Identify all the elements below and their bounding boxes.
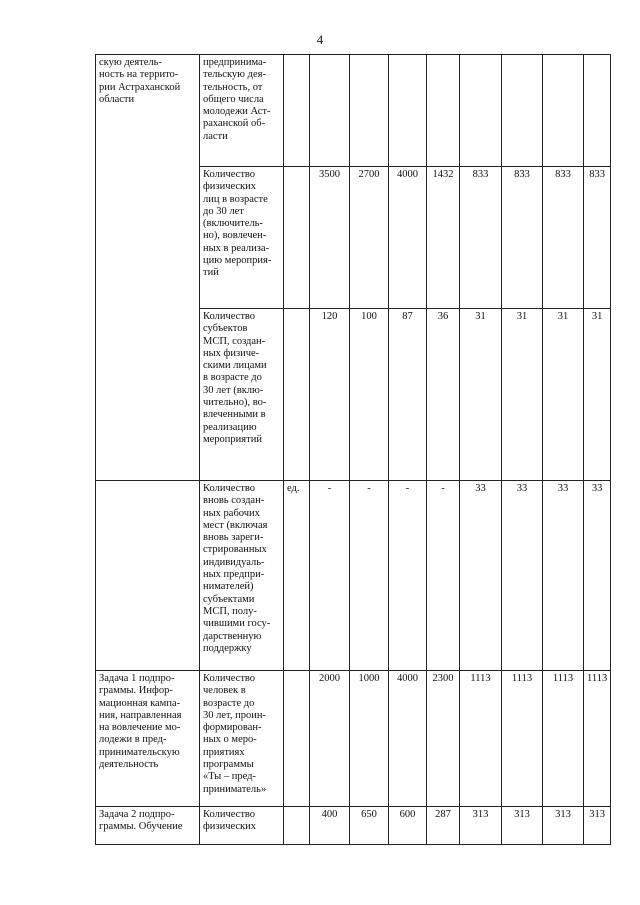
value-cell (460, 55, 502, 167)
value-cell: 1113 (502, 671, 543, 807)
unit-cell (284, 309, 310, 481)
value-cell (389, 55, 427, 167)
value-cell: 31 (460, 309, 502, 481)
value-cell: 313 (460, 807, 502, 845)
value-cell: 31 (543, 309, 584, 481)
value-cell: 100 (350, 309, 389, 481)
page-number: 4 (316, 32, 324, 47)
value-cell: 833 (460, 167, 502, 309)
table-row (96, 807, 611, 845)
indicators-table (95, 54, 611, 845)
value-cell: - (350, 481, 389, 671)
value-cell: 31 (584, 309, 611, 481)
value-cell: 400 (310, 807, 350, 845)
value-cell: 650 (350, 807, 389, 845)
value-cell (427, 55, 460, 167)
indicator-cell: предпринима- тельскую дея- тельность, от общего числа молодежи Аст- раханской об- ласти (200, 55, 284, 167)
table-row (96, 481, 611, 671)
value-cell: 1432 (427, 167, 460, 309)
value-cell (543, 55, 584, 167)
value-cell: 1113 (584, 671, 611, 807)
task-cell: Задача 2 подпро- граммы. Обучение (96, 807, 200, 845)
value-cell: 4000 (389, 167, 427, 309)
task-cell: Задача 1 подпро- граммы. Инфор- мационная кампа- ния, направленная на вовлечение мо- лодежи в пред- принимательскую деятельность (96, 671, 200, 807)
value-cell (310, 55, 350, 167)
value-cell: 833 (502, 167, 543, 309)
value-cell: 313 (543, 807, 584, 845)
indicator-cell: Количество человек в возрасте до 30 лет, проин- формирован- ных о меро- приятиях программы «Ты – пред- приниматель» (200, 671, 284, 807)
value-cell: 31 (502, 309, 543, 481)
value-cell: - (310, 481, 350, 671)
table-row (96, 671, 611, 807)
value-cell: 33 (543, 481, 584, 671)
value-cell: 2700 (350, 167, 389, 309)
value-cell: 2000 (310, 671, 350, 807)
value-cell: - (389, 481, 427, 671)
table-row (96, 55, 611, 167)
indicator-cell: Количество физических лиц в возрасте до 30 лет (включитель- но), вовлечен- ных в реализа- цию мероприя- тий (200, 167, 284, 309)
unit-cell (284, 671, 310, 807)
value-cell: 313 (584, 807, 611, 845)
value-cell: 833 (543, 167, 584, 309)
value-cell: 36 (427, 309, 460, 481)
value-cell: 1000 (350, 671, 389, 807)
value-cell: 4000 (389, 671, 427, 807)
value-cell (350, 55, 389, 167)
unit-cell: ед. (284, 481, 310, 671)
indicator-cell: Количество вновь создан- ных рабочих мест (включая вновь зареги- стрированных индивидуаль- ных предпри- нимателей) субъектами МСП, полу- чившими госу- дарственную поддержку (200, 481, 284, 671)
value-cell: 33 (502, 481, 543, 671)
value-cell: 313 (502, 807, 543, 845)
task-cell: скую деятель- ность на террито- рии Астраханской области (96, 55, 200, 481)
unit-cell (284, 807, 310, 845)
unit-cell (284, 167, 310, 309)
value-cell: 120 (310, 309, 350, 481)
task-cell (96, 481, 200, 671)
value-cell: 287 (427, 807, 460, 845)
indicator-cell: Количество субъектов МСП, создан- ных физиче- скими лицами в возрасте до 30 лет (вклю- чительно), во- влеченными в реализацию мероприятий (200, 309, 284, 481)
value-cell: 600 (389, 807, 427, 845)
value-cell: 87 (389, 309, 427, 481)
value-cell (584, 55, 611, 167)
value-cell: 33 (460, 481, 502, 671)
value-cell: 833 (584, 167, 611, 309)
unit-cell (284, 55, 310, 167)
value-cell: 33 (584, 481, 611, 671)
indicator-cell: Количество физических (200, 807, 284, 845)
value-cell: 1113 (543, 671, 584, 807)
value-cell: 1113 (460, 671, 502, 807)
value-cell: 2300 (427, 671, 460, 807)
value-cell: - (427, 481, 460, 671)
value-cell: 3500 (310, 167, 350, 309)
value-cell (502, 55, 543, 167)
